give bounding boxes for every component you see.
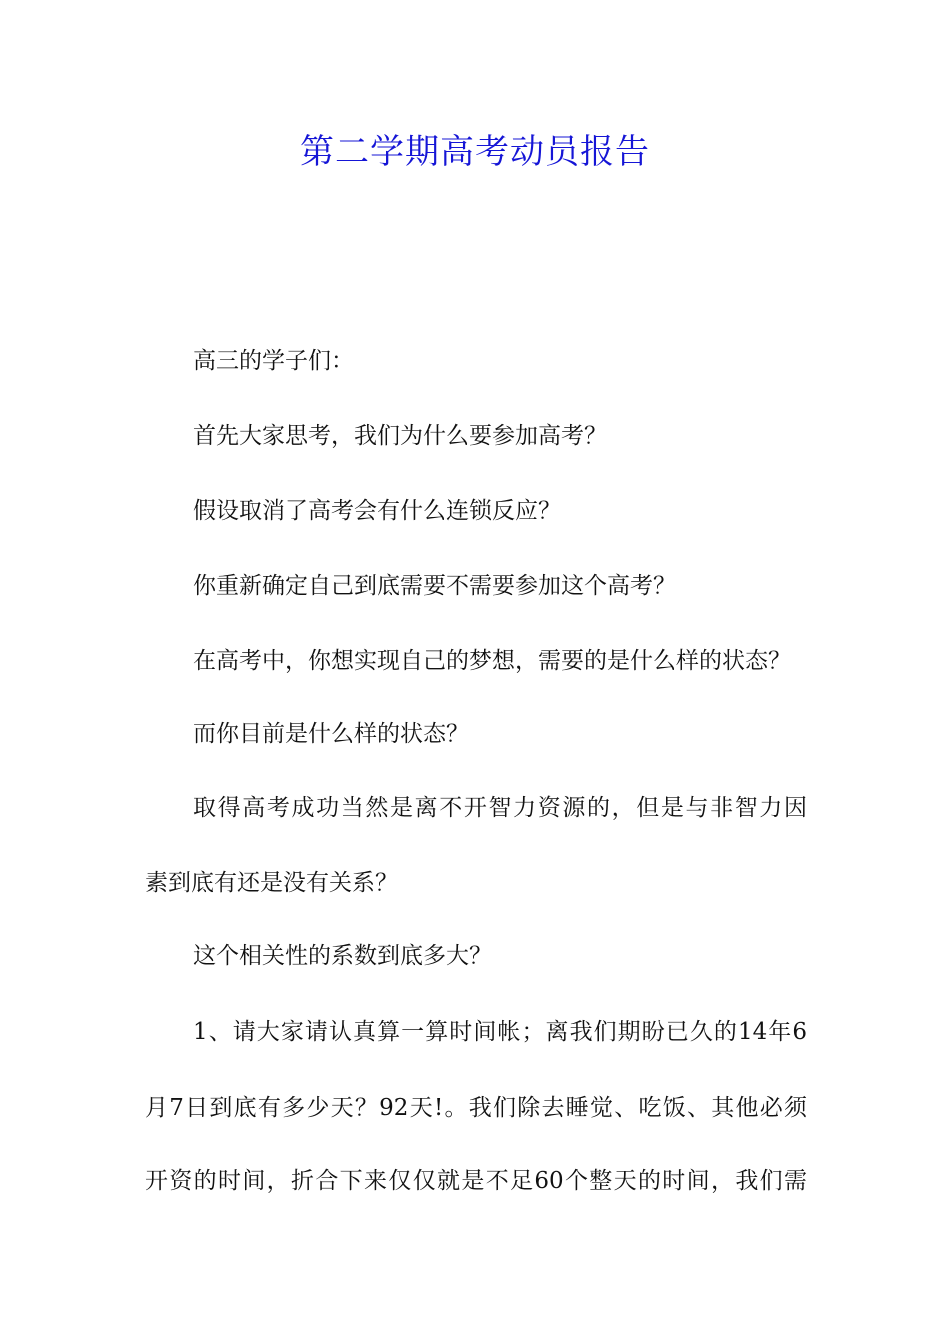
paragraph-line: 你重新确定自己到底需要不需要参加这个高考？ — [193, 573, 676, 599]
paragraph-line: 这个相关性的系数到底多大？ — [193, 943, 492, 969]
paragraph-line: 高三的学子们： — [193, 348, 354, 374]
paragraph-line: 在高考中，你想实现自己的梦想，需要的是什么样的状态？ — [193, 648, 791, 674]
paragraph-line: 开资的时间，折合下来仅仅就是不足60个整天的时间，我们需 — [145, 1168, 807, 1194]
paragraph-line: 1、请大家请认真算一算时间帐；离我们期盼已久的14年6 — [193, 1019, 807, 1045]
paragraph-line: 取得高考成功当然是离不开智力资源的，但是与非智力因 — [193, 795, 807, 821]
paragraph-line: 首先大家思考，我们为什么要参加高考？ — [193, 423, 607, 449]
paragraph-line: 月7日到底有多少天？92天!。我们除去睡觉、吃饭、其他必须 — [145, 1095, 807, 1121]
paragraph-line: 而你目前是什么样的状态？ — [193, 721, 469, 747]
paragraph-line: 假设取消了高考会有什么连锁反应？ — [193, 498, 561, 524]
paragraph-line: 素到底有还是没有关系？ — [145, 870, 398, 896]
document-title: 第二学期高考动员报告 — [300, 132, 650, 172]
